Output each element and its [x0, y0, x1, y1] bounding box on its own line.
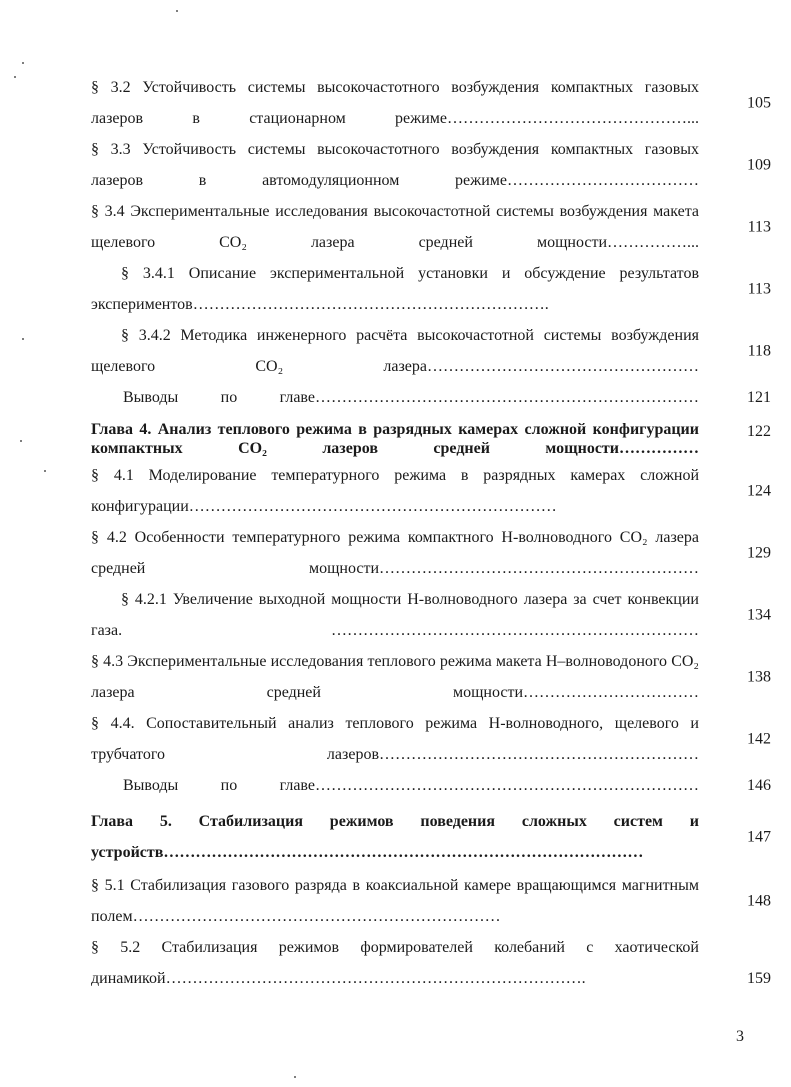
toc-entry — [91, 804, 771, 870]
toc-entry-title: § 3.3 Устойчивость системы высокочастотного возбуждения компактных газовых лазеров в автомодуляционном режиме……………………………… — [91, 141, 699, 189]
toc-entry-title: Глава 4. Анализ теплового режима в разрядных камерах сложной конфигурации компактных CO₂ лазеров средней мощности…………… — [91, 421, 699, 457]
scan-speck — [20, 440, 22, 442]
scan-speck — [44, 470, 46, 472]
page-number: 3 — [736, 1028, 744, 1045]
toc-entry — [91, 770, 771, 804]
toc-entry-page: 109 — [747, 156, 771, 174]
toc-entry — [91, 72, 771, 134]
toc-entry-title: § 4.2.1 Увеличение выходной мощности H-волноводного лазера за счет конвекции газа. …………………………………………………………… — [91, 591, 699, 639]
scan-speck — [176, 10, 178, 12]
toc-entry — [91, 646, 771, 708]
toc-entry-page: 147 — [747, 828, 771, 846]
toc-entry-page: 159 — [747, 970, 771, 987]
toc-entry-title: Выводы по главе……………………………………………………………… — [123, 777, 699, 794]
toc-entry — [91, 932, 771, 994]
scan-speck — [294, 1076, 296, 1078]
toc-entry-title: § 3.2 Устойчивость системы высокочастотного возбуждения компактных газовых лазеров в стационарном режиме………………………………………... — [91, 79, 699, 127]
toc-entry — [91, 134, 771, 196]
toc-entry — [91, 196, 771, 258]
toc-entry-title: § 4.3 Экспериментальные исследования теплового режима макета H–волноводоного CO₂ лазера средней мощности…………………………… — [91, 653, 699, 701]
toc-entry-title: Глава 5. Стабилизация режимов поведения сложных систем и устройств……………………………………………………………………………… — [91, 813, 699, 861]
toc-entry — [91, 382, 771, 418]
toc-entry-page: 129 — [747, 544, 771, 562]
toc-entry — [91, 870, 771, 932]
toc-entry-title: § 4.4. Сопоставительный анализ теплового режима H-волноводного, щелевого и трубчатого лазеров…………………………………………………… — [91, 715, 699, 763]
toc-entry-page: 122 — [747, 423, 771, 440]
toc-entry — [91, 258, 771, 320]
toc-entry-title: § 3.4 Экспериментальные исследования высокочастотной системы возбуждения макета щелевого CO₂ лазера средней мощности……………... — [91, 203, 699, 251]
toc-entry-title: § 4.1 Моделирование температурного режима в разрядных камерах сложной конфигурации…………………………………………………………… — [91, 467, 699, 515]
toc-entry-page: 113 — [747, 218, 771, 236]
scan-speck — [14, 76, 16, 78]
toc-entry-page: 134 — [747, 606, 771, 624]
toc-entry-title: § 5.1 Стабилизация газового разряда в коаксиальной камере вращающимся магнитным полем…………………………………………………………… — [91, 877, 699, 925]
scan-speck — [22, 62, 24, 64]
toc-entry-title: § 3.4.1 Описание экспериментальной установки и обсуждение результатов экспериментов…………………………………………………………. — [91, 265, 699, 313]
toc-entry — [91, 522, 771, 584]
toc-entry — [91, 584, 771, 646]
toc-entry-title: § 3.4.2 Методика инженерного расчёта высокочастотной системы возбуждения щелевого CO₂ лазера…………………………………………… — [91, 327, 699, 375]
toc-entry-page: 121 — [747, 389, 771, 406]
toc-entry-title: § 5.2 Стабилизация режимов формирователей колебаний с хаотической динамикой……………………………………………………………………. — [91, 939, 699, 987]
toc-entry — [91, 460, 771, 522]
toc-entry-page: 142 — [747, 730, 771, 748]
toc-entry-title: Выводы по главе……………………………………………………………… — [123, 389, 699, 406]
toc-entry-title: § 4.2 Особенности температурного режима компактного H-волноводного CO₂ лазера средней мощности…………………………………………………… — [91, 529, 699, 577]
toc-entry-page: 146 — [747, 777, 771, 794]
toc-entry — [91, 418, 771, 460]
toc-entry-page: 148 — [747, 892, 771, 910]
toc-entry-page: 113 — [747, 280, 771, 298]
table-of-contents — [91, 72, 771, 994]
scan-speck — [22, 338, 24, 340]
toc-entry — [91, 708, 771, 770]
toc-entry — [91, 320, 771, 382]
toc-entry-page: 124 — [747, 482, 771, 500]
toc-entry-page: 138 — [747, 668, 771, 686]
toc-entry-page: 118 — [747, 342, 771, 360]
toc-entry-page: 105 — [747, 94, 771, 112]
